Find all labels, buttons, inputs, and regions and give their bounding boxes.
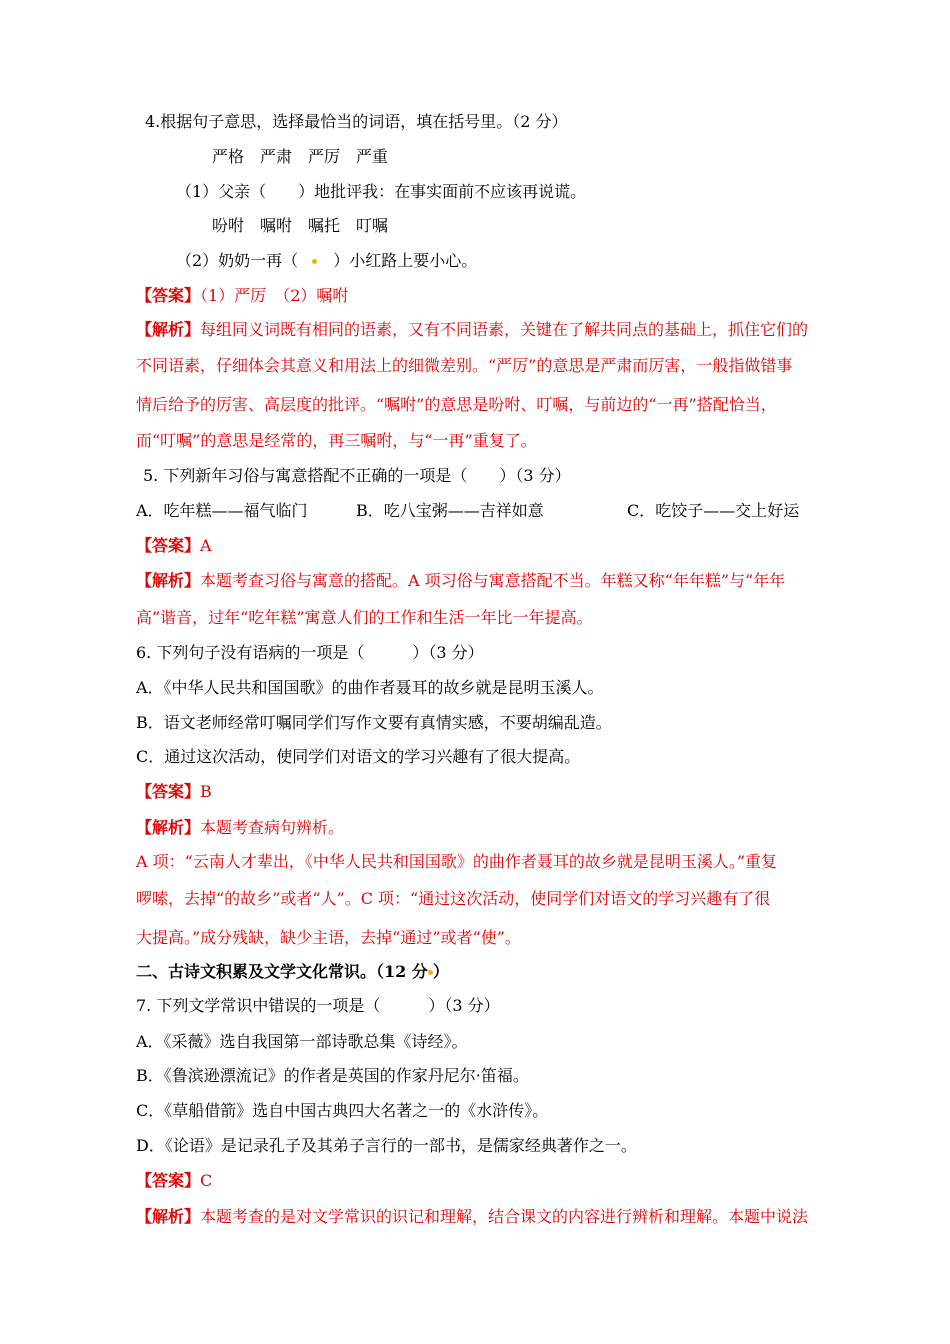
- q7-stem: 7. 下列文学常识中错误的一项是（ ）（3 分）: [136, 996, 500, 1015]
- q6-answer: [136, 781, 212, 803]
- analysis-label: 【解析】: [136, 571, 201, 590]
- analysis-label: 【解析】: [136, 1207, 201, 1226]
- q6-analysis-line-1: A 项：“云南人才辈出，《中华人民共和国国歌》的曲作者聂耳的故乡就是昆明玉溪人。”重复: [136, 852, 778, 871]
- q5-option-b: B．吃八宝粥——吉祥如意: [356, 501, 544, 520]
- q7-analysis-line-1: 【解析】本题考查的是对文学常识的识记和理解，结合课文的内容进行辨析和理解。本题中说法: [136, 1207, 809, 1226]
- q4-answer: [136, 285, 348, 307]
- answer-label: 【答案】: [136, 782, 201, 801]
- answer-text: B: [200, 782, 212, 801]
- q7-answer: [136, 1170, 212, 1192]
- answer-text: C: [200, 1171, 213, 1190]
- q5-analysis-line-1: 【解析】本题考查习俗与寓意的搭配。A 项习俗与寓意搭配不当。年糕又称“年年糕”与“年年: [136, 571, 786, 590]
- analysis-label: 【解析】: [136, 320, 201, 339]
- q5-option-c: C．吃饺子——交上好运: [627, 501, 800, 520]
- q6-option-b: B．语文老师经常叮嘱同学们写作文要有真情实感，不要胡编乱造。: [136, 713, 612, 732]
- q4-sentence-2-end: ）小红路上要小心。: [317, 251, 478, 270]
- q7-option-d: D．《论语》是记录孔子及其弟子言行的一部书，是儒家经典著作之一。: [136, 1136, 637, 1155]
- q5-analysis-line-2: 高”谐音，过年“吃年糕”寓意人们的工作和生活一年比一年提高。: [136, 608, 593, 627]
- q6-analysis-head: 【解析】本题考查病句辨析。: [136, 818, 345, 837]
- analysis-label: 【解析】: [136, 818, 201, 837]
- q6-stem: 6. 下列句子没有语病的一项是（ ）（3 分）: [136, 643, 484, 662]
- section-2-heading: 二、古诗文积累及文学文化常识。（12 分 ）: [136, 962, 449, 981]
- q4-analysis-line-1: 【解析】每组同义词既有相同的语素，又有不同语素，关键在了解共同点的基础上，抓住它们的: [136, 320, 809, 339]
- q5-stem: 5. 下列新年习俗与寓意搭配不正确的一项是（ ）（3 分）: [143, 466, 571, 485]
- answer-label: 【答案】: [136, 286, 201, 305]
- q6-analysis-line-3: 大提高。”成分残缺，缺少主语，去掉“通过”或者“使”。: [136, 928, 521, 947]
- q4-sentence-2-start: （2）奶奶一再（: [176, 251, 299, 270]
- answer-label: 【答案】: [136, 536, 201, 555]
- q4-sentence-1: （1）父亲（ ）地批评我：在事实面前不应该再说谎。: [176, 182, 587, 201]
- q4-analysis-line-4: 而“叮嘱”的意思是经常的，再三嘱咐，与“一再”重复了。: [136, 431, 537, 450]
- q5-option-a: A．吃年糕——福气临门: [136, 501, 308, 520]
- q7-option-c: C．《草船借箭》选自中国古典四大名著之一的《水浒传》。: [136, 1101, 549, 1120]
- q4-word-group-1: 严格 严肃 严厉 严重: [212, 147, 389, 166]
- q6-option-a: A．《中华人民共和国国歌》的曲作者聂耳的故乡就是昆明玉溪人。: [136, 678, 604, 697]
- q4-sentence-2: [176, 250, 477, 272]
- q7-option-a: A．《采薇》选自我国第一部诗歌总集《诗经》。: [136, 1032, 468, 1051]
- answer-text: （1）严厉 （2）嘱咐: [200, 286, 349, 305]
- answer-text: A: [200, 536, 212, 555]
- q6-option-c: C．通过这次活动，使同学们对语文的学习兴趣有了很大提高。: [136, 747, 581, 766]
- answer-label: 【答案】: [136, 1171, 201, 1190]
- q7-option-b: B．《鲁滨逊漂流记》的作者是英国的作家丹尼尔·笛福。: [136, 1066, 529, 1085]
- q4-analysis-line-3: 情后给予的厉害、高层度的批评。“嘱咐”的意思是吩咐、叮嘱，与前边的“一再”搭配恰当，: [136, 395, 777, 414]
- q4-word-group-2: 吩咐 嘱咐 嘱托 叮嘱: [212, 216, 389, 235]
- q6-analysis-line-2: 啰嗦，去掉“的故乡”或者“人”。C 项：“通过这次活动，使同学们对语文的学习兴趣有了很: [136, 889, 771, 908]
- q5-answer: [136, 535, 212, 557]
- q4-stem: 4.根据句子意思，选择最恰当的词语，填在括号里。（2 分）: [145, 112, 568, 131]
- q4-analysis-line-2: 不同语素，仔细体会其意义和用法上的细微差别。“严厉”的意思是严肃而厉害，一般指做错事: [136, 356, 793, 375]
